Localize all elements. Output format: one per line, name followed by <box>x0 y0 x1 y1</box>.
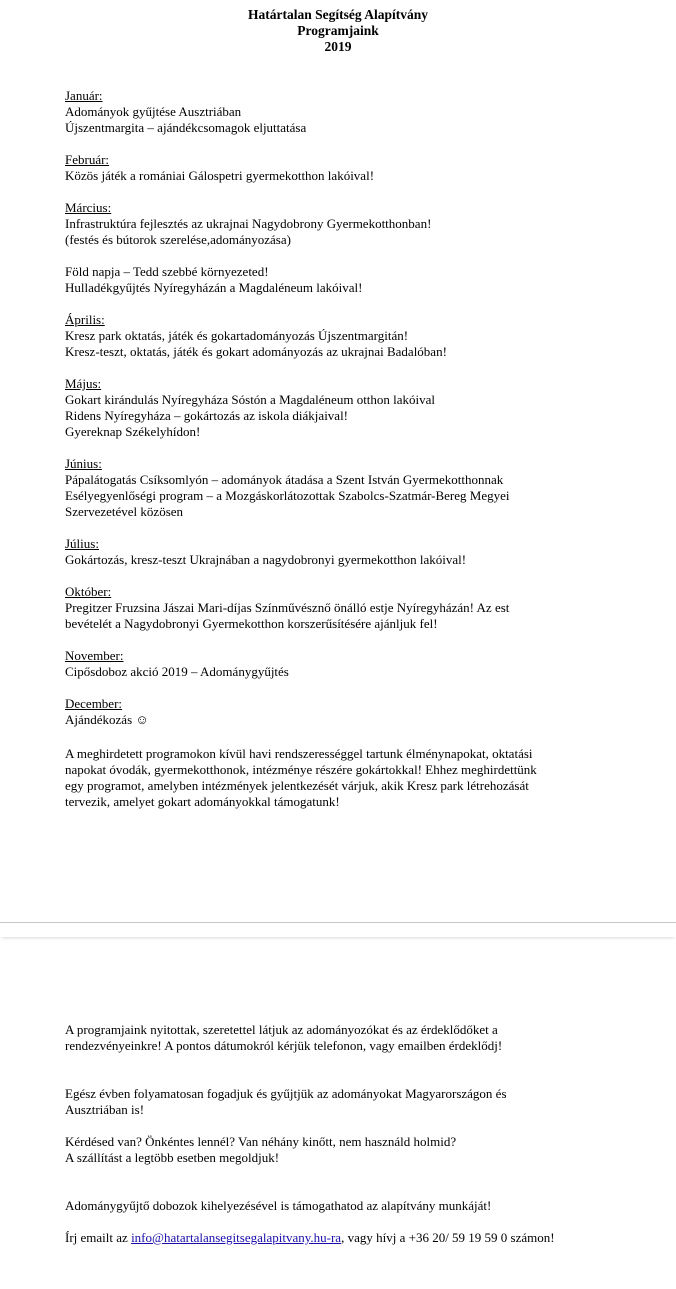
month-title: Március: <box>65 200 112 215</box>
paragraph-line: A programjaink nyitottak, szeretettel látjuk az adományozókat és az érdeklődőket a <box>65 1022 498 1037</box>
month-february <box>65 152 655 184</box>
open-programs-text <box>65 1022 665 1054</box>
contact-section <box>65 1022 665 1246</box>
program-line: Adományok gyűjtése Ausztriában <box>65 104 242 119</box>
spacer <box>65 1118 665 1134</box>
program-line: Ajándékozás ☺ <box>65 712 149 727</box>
month-october <box>65 584 655 632</box>
document-header <box>0 7 676 55</box>
program-line: Kresz park oktatás, játék és gokartadományozás Újszentmargitán! <box>65 328 409 343</box>
program-line: Szervezetével közösen <box>65 504 184 519</box>
spacer <box>65 1166 665 1198</box>
paragraph-line: Egész évben folyamatosan fogadjuk és gyűjtjük az adományokat Magyarországon és <box>65 1086 507 1101</box>
spacer <box>65 1054 665 1086</box>
closing-paragraph <box>65 746 655 810</box>
contact-suffix: , vagy hívj a +36 20/ 59 19 59 0 számon! <box>341 1230 555 1245</box>
month-title: Október: <box>65 584 112 599</box>
contact-line <box>65 1230 665 1246</box>
donation-boxes-text: Adománygyűjtő dobozok kihelyezésével is támogathatod az alapítvány munkáját! <box>65 1198 492 1213</box>
document-title: Határtalan Segítség Alapítvány <box>247 7 428 22</box>
month-july <box>65 536 655 568</box>
program-line: Újszentmargita – ajándékcsomagok eljuttatása <box>65 120 307 135</box>
paragraph-line: egy programot, amelyben intézmények jelentkezését várjuk, akik Kresz park létrehozását <box>65 778 529 793</box>
program-line: Gokart kirándulás Nyíregyháza Sóstón a Magdaléneum otthon lakóival <box>65 392 436 407</box>
program-line: Kresz-teszt, oktatás, játék és gokart adományozás az ukrajnai Badalóban! <box>65 344 447 359</box>
paragraph-line: Ausztriában is! <box>65 1102 145 1117</box>
month-may <box>65 376 655 440</box>
contact-prefix: Írj emailt az <box>65 1230 132 1245</box>
paragraph-line: Kérdésed van? Önkéntes lennél? Van néhány kinőtt, nem használd holmid? <box>65 1134 457 1149</box>
month-title: Május: <box>65 376 102 391</box>
paragraph-line: napokat óvodák, gyermekotthonok, intézménye részére gokártokkal! Ehhez meghirdettünk <box>65 762 537 777</box>
paragraph-line: A meghirdetett programokon kívül havi rendszerességgel tartunk élménynapokat, oktatási <box>65 746 533 761</box>
spacer <box>65 248 655 264</box>
program-line: Infrastruktúra fejlesztés az ukrajnai Nagydobrony Gyermekotthonban! <box>65 216 432 231</box>
email-link[interactable]: info@hatartalansegitsegalapitvany.hu-ra <box>131 1230 342 1245</box>
program-line: Cipősdoboz akció 2019 – Adománygyűjtés <box>65 664 289 679</box>
document-year: 2019 <box>324 39 352 54</box>
month-title: Június: <box>65 456 102 471</box>
program-line: Gokártozás, kresz-teszt Ukrajnában a nagydobronyi gyermekotthon lakóival! <box>65 552 467 567</box>
month-november <box>65 648 655 680</box>
month-january <box>65 88 655 136</box>
month-title: November: <box>65 648 124 663</box>
program-line: Ridens Nyíregyháza – gokártozás az iskola diákjaival! <box>65 408 349 423</box>
program-line: Gyereknap Székelyhídon! <box>65 424 201 439</box>
month-june <box>65 456 655 520</box>
program-line: Esélyegyenlőségi program – a Mozgáskorlátozottak Szabolcs-Szatmár-Bereg Megyei <box>65 488 510 503</box>
month-march <box>65 200 655 296</box>
program-line: Pregitzer Fruzsina Jászai Mari-díjas Színművésznő önálló estje Nyíregyházán! Az est <box>65 600 510 615</box>
page-break <box>0 922 676 937</box>
paragraph-line: tervezik, amelyet gokart adományokkal támogatunk! <box>65 794 340 809</box>
month-title: Április: <box>65 312 105 327</box>
month-december <box>65 696 655 728</box>
month-title: Július: <box>65 536 99 551</box>
program-line: (festés és bútorok szerelése,adományozása) <box>65 232 291 247</box>
document-subtitle: Programjaink <box>297 23 379 38</box>
month-april <box>65 312 655 360</box>
month-title: December: <box>65 696 123 711</box>
program-list <box>65 88 655 810</box>
program-line: Pápalátogatás Csíksomlyón – adományok átadása a Szent István Gyermekotthonnak <box>65 472 504 487</box>
month-title: Január: <box>65 88 103 103</box>
paragraph-line: rendezvényeinkre! A pontos dátumokról kérjük telefonon, vagy emailben érdeklődj! <box>65 1038 503 1053</box>
collection-text <box>65 1086 665 1118</box>
program-line: Hulladékgyűjtés Nyíregyházán a Magdaléneum lakóival! <box>65 280 363 295</box>
paragraph-line: A szállítást a legtöbb esetben megoldjuk! <box>65 1150 280 1165</box>
program-line: Föld napja – Tedd szebbé környezeted! <box>65 264 269 279</box>
program-line: Közös játék a romániai Gálospetri gyermekotthon lakóival! <box>65 168 375 183</box>
spacer <box>65 1214 665 1230</box>
program-line: bevételét a Nagydobronyi Gyermekotthon korszerűsítésére ajánljuk fel! <box>65 616 438 631</box>
questions-text <box>65 1134 665 1166</box>
month-title: Február: <box>65 152 110 167</box>
